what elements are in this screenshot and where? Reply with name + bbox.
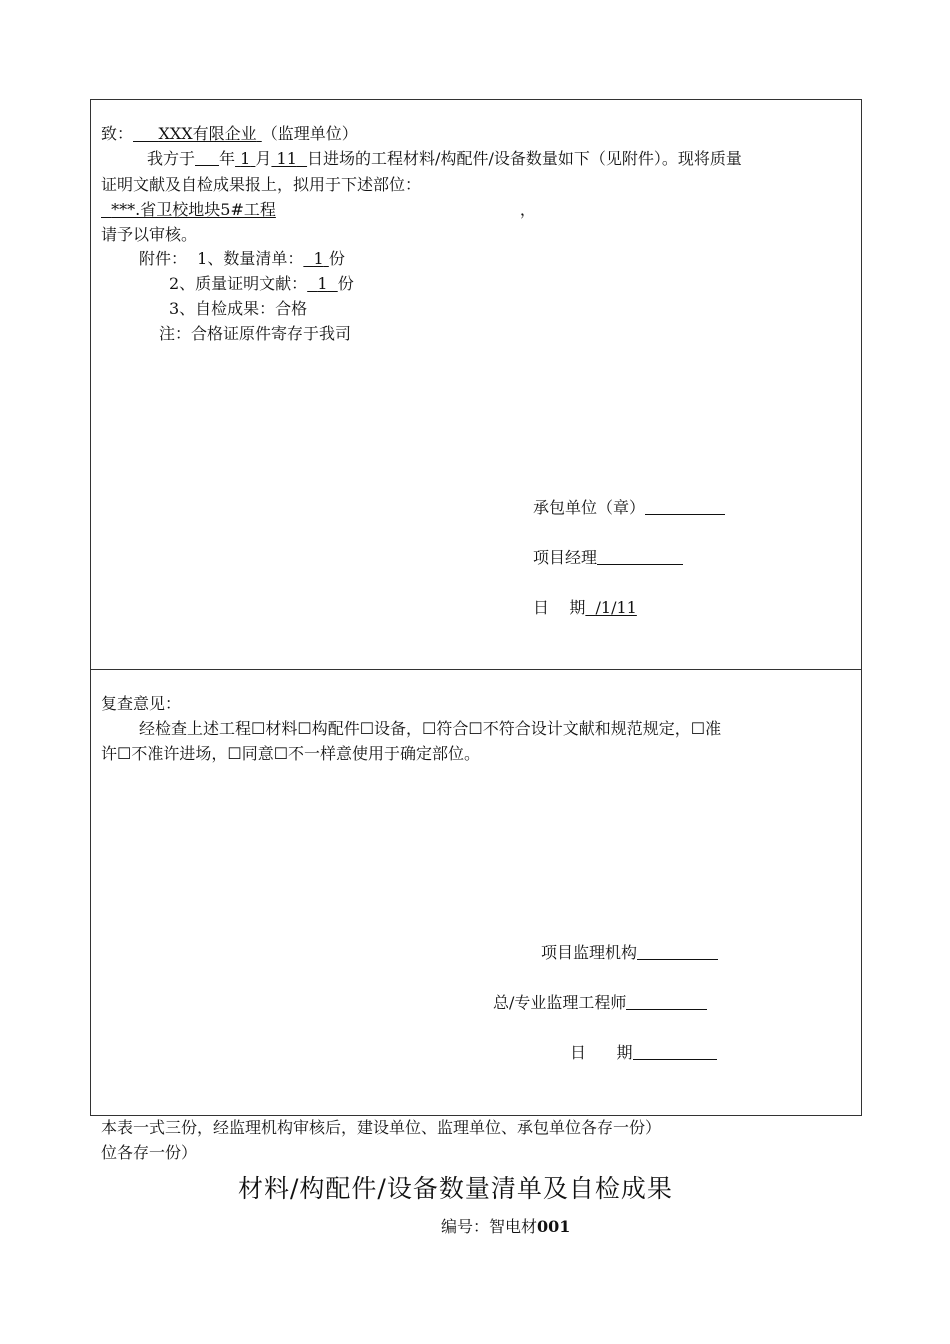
- supervision-org-blank: [637, 943, 718, 960]
- supervision-org-signature: 项目监理机构: [541, 943, 718, 963]
- contractor-blank: [645, 498, 725, 515]
- project-line: ***.省卫校地块5#工程 ，: [101, 200, 536, 220]
- section-divider: [90, 669, 862, 670]
- copies-note-continued: 位各存一份）: [101, 1143, 198, 1162]
- month-value: 1: [240, 149, 251, 168]
- engineer-signature: 总/专业监理工程师: [493, 993, 707, 1013]
- review-label: 复查意见：: [101, 694, 182, 713]
- copies-note: 本表一式三份，经监理机构审核后，建设单位、监理单位、承包单位各存一份）: [101, 1118, 662, 1137]
- day-value: 11: [276, 149, 297, 168]
- paragraph-line-1: 我方于 年 1 月 11 日进场的工程材料/构配件/设备数量如下（见附件）。现将质量: [147, 149, 742, 168]
- project-manager-signature: 项目经理: [533, 548, 683, 568]
- attachment-2-count: 1: [317, 274, 328, 293]
- submission-date: 日 期 /1/11: [533, 598, 679, 618]
- attachment-1-count: 1: [313, 249, 324, 268]
- document-title: 材料/构配件/设备数量清单及自检成果: [238, 1174, 673, 1203]
- engineer-blank: [626, 993, 707, 1010]
- paragraph-line-2: 证明文献及自检成果报上，拟用于下述部位：: [101, 175, 422, 194]
- addressee-line: 致： XXX有限企业 （监理单位）: [101, 124, 358, 143]
- year-blank: [195, 149, 219, 166]
- attachment-3: 3、自检成果：合格: [169, 299, 308, 318]
- attachment-note: 注：合格证原件寄存于我司: [159, 324, 352, 343]
- submission-date-value: /1/11: [595, 598, 637, 617]
- project-name: ***.省卫校地块5#工程: [111, 200, 276, 219]
- review-date: 日 期: [570, 1043, 717, 1063]
- contractor-signature: 承包单位（章）: [533, 498, 725, 518]
- review-options-line-1: 经检查上述工程☐材料☐构配件☐设备，☐符合☐不符合设计文献和规范规定，☐准: [139, 719, 722, 738]
- request-line: 请予以审核。: [101, 225, 198, 244]
- project-manager-blank: [597, 548, 683, 565]
- review-date-blank: [633, 1043, 717, 1060]
- attachment-2: 2、质量证明文献： 1 份: [169, 274, 354, 293]
- document-code-value: 001: [537, 1217, 571, 1236]
- review-options-line-2: 许☐不准许进场，☐同意☐不一样意使用于确定部位。: [101, 744, 481, 763]
- attachment-1: 附件： 1、数量清单： 1 份: [139, 249, 345, 268]
- document-code: 编号：智电材001: [441, 1217, 571, 1236]
- addressee-name: XXX有限企业: [158, 124, 257, 143]
